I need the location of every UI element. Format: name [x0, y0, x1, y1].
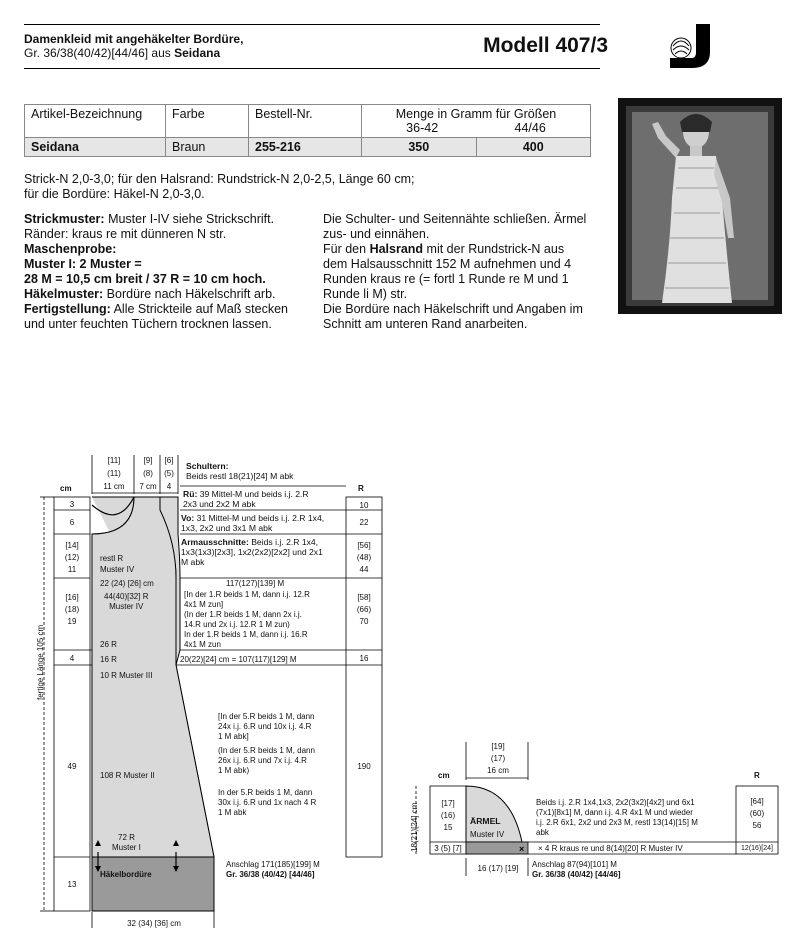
increase-note: [In der 1.R beids 1 M, dann i.j. 12.R 4x1 M zun] (In der 1.R beids 1 M, dann 2x i.j. 14.R und 2x i.j. 12.R 1 M zun) In der 1.R beids 1 M, dann i.j. 16.R 4x1 M zun	[184, 590, 310, 649]
sleeve-kraus-note: × 4 R kraus re und 8(14)[20] R Muster IV	[538, 844, 683, 853]
width-22cm: 22 (24) [26] cm	[100, 579, 154, 588]
cm-49: 49	[67, 762, 77, 771]
r-190: 190	[357, 762, 371, 771]
r-16: 16	[359, 654, 369, 663]
cm-armhole: [14] (12) 11	[64, 541, 80, 574]
sleeve-cm-header: cm	[438, 771, 450, 780]
r16-label: 16 R	[100, 655, 117, 664]
needle-info: Strick-N 2,0-3,0; für den Halsrand: Rundstrick-N 2,0-2,5, Länge 60 cm; für die Bordüre: Häkel-N 2,0-3,0.	[24, 172, 415, 201]
schultern-note: Schultern: Beids restl 18(21)[24] M abk	[186, 461, 294, 481]
top-width-3: [6] (5) 4	[164, 456, 174, 491]
cm-13: 13	[67, 880, 77, 889]
sleeve-top-width: [19] (17) 16 cm	[487, 742, 509, 775]
brand-logo-icon	[666, 22, 712, 70]
svg-text:×: ×	[519, 844, 525, 854]
cm-3: 3	[69, 500, 75, 509]
rue-note: Rü: 39 Mittel-M und beids i.j. 2.R 2x3 und 2x2 M abk	[183, 489, 309, 509]
main-anschlag: Anschlag 171(185)[199] M Gr. 36/38 (40/42) [44/46]	[226, 860, 320, 879]
bottom-width-label: 32 (34) [36] cm	[127, 919, 181, 928]
pattern-title: Damenkleid mit angehäkelter Bordüre,	[24, 32, 244, 46]
r26-label: 26 R	[100, 640, 117, 649]
armausschnitte-note: Armausschnitte: Beids i.j. 2.R 1x4, 1x3(1x3)[2x3], 1x2(2x2)[2x2] und 2x1 M abk	[181, 537, 323, 567]
sleeve-length-label: 18(21)[24] cm	[410, 802, 419, 852]
model-number: Modell 407/3	[483, 34, 608, 57]
cell-article: Seidana	[25, 138, 166, 157]
r108-muster2: 108 R Muster II	[100, 771, 155, 780]
th-article: Artikel-Bezeichnung	[25, 105, 166, 138]
main-cm-header: cm	[60, 484, 72, 493]
width-20cm: 20(22)[24] cm = 107(117)[129] M	[180, 655, 297, 664]
sleeve-bottom-cm: 3 (5) [7]	[434, 844, 462, 853]
dress-photo-image	[618, 98, 782, 314]
pattern-subtitle: Gr. 36/38(40/42)[44/46] aus Seidana	[24, 46, 221, 60]
top-width-2: [9] (8) 7 cm	[139, 456, 157, 491]
r-armhole: [56] (48) 44	[356, 541, 372, 574]
total-length-label: fertige Länge 105 cm	[36, 624, 45, 700]
th-order: Bestell-Nr.	[249, 105, 362, 138]
main-r-header: R	[358, 484, 364, 493]
haekelbordure-label: Häkelbordüre	[100, 870, 152, 879]
r-10: 10	[359, 501, 369, 510]
sleeve-left-cm: [17] (16) 15	[440, 799, 456, 832]
sleeve-muster-iv: Muster IV	[470, 830, 505, 839]
r10-muster3: 10 R Muster III	[100, 671, 153, 680]
r-22: 22	[359, 518, 369, 527]
sleeve-right-r: [64] (60) 56	[749, 797, 765, 830]
cell-order: 255-216	[249, 138, 362, 157]
sleeve-bottom-width: 16 (17) [19]	[477, 864, 519, 873]
top-width-1: [11] (11) 11 cm	[103, 456, 125, 491]
haekelbordure-band	[92, 857, 214, 911]
restl-r-label: restl R Muster IV	[100, 554, 135, 574]
r44-label: 44(40)[32] R Muster IV	[104, 592, 149, 611]
instructions-right: Die Schulter- und Seitennähte schließen. Ärmel zus- und einnähen. Für den Halsrand mit der Rundstrick-N aus dem Halsausschnitt 152 M aufnehmen und 4 Runden kraus re (= fortl 1 Runde re M und 1 Runde li M) str. Die Bordüre nach Häkelschrift und Angaben im Schnitt am unteren Rand anarbeiten.	[323, 212, 587, 331]
material-table	[24, 104, 591, 157]
decrease-note: [In der 5.R beids 1 M, dann 24x i.j. 6.R und 10x i.j. 4.R 1 M abk] (In der 5.R beids 1 M, dann 26x i.j. 6.R und 7x i.j. 4.R 1 M abk) In der 5.R beids 1 M, dann 30x i.j. 6.R und 1x nach 4 R 1 M abk	[218, 712, 317, 817]
instructions-left: Strickmuster: Muster I-IV siehe Strickschrift. Ränder: kraus re mit dünneren N str. Maschenprobe: Muster I: 2 Muster = 28 M = 10,5 cm breit / 37 R = 10 cm hoch. Häkelmuster: Bordüre nach Häkelschrift arb. Fertigstellung: Alle Strickteile auf Maß stecken und unter feuchten Tüchern trocknen lassen.	[24, 212, 288, 331]
r72-muster1: 72 R Muster I	[112, 833, 141, 852]
vo-note: Vo: 31 Mittel-M und beids i.j. 2.R 1x4, 1x3, 2x2 und 3x1 M abk	[181, 513, 325, 533]
cell-amount-44-46: 400	[476, 138, 591, 157]
sleeve-r-header: R	[754, 771, 760, 780]
cm-upper-body: [16] (18) 19	[64, 593, 80, 626]
cm-6: 6	[69, 518, 75, 527]
r-upper-body: [58] (66) 70	[356, 593, 372, 626]
model-photo	[618, 98, 782, 314]
m117-label: 117(127)[139] M	[226, 579, 285, 588]
sleeve-bottom-r: 12(16)[24]	[741, 845, 773, 852]
cell-amount-36-42: 350	[362, 138, 477, 157]
th-amount: Menge in Gramm für Größen 36-42 44/46	[362, 105, 591, 138]
th-color: Farbe	[166, 105, 249, 138]
cell-color: Braun	[166, 138, 249, 157]
sleeve-shaping-note: Beids i.j. 2.R 1x4,1x3, 2x2(3x2)[4x2] und 6x1 (7x1)[8x1] M, dann i.j. 4.R 4x1 M und wieder i.j. 2.R 6x1, 2x2 und 2x3 M, restl 13(14)[15] M abk	[536, 798, 698, 837]
aermel-label: ÄRMEL	[470, 816, 501, 826]
cm-4: 4	[69, 654, 75, 663]
sleeve-anschlag: Anschlag 87(94)[101] M Gr. 36/38 (40/42) [44/46]	[532, 860, 621, 879]
